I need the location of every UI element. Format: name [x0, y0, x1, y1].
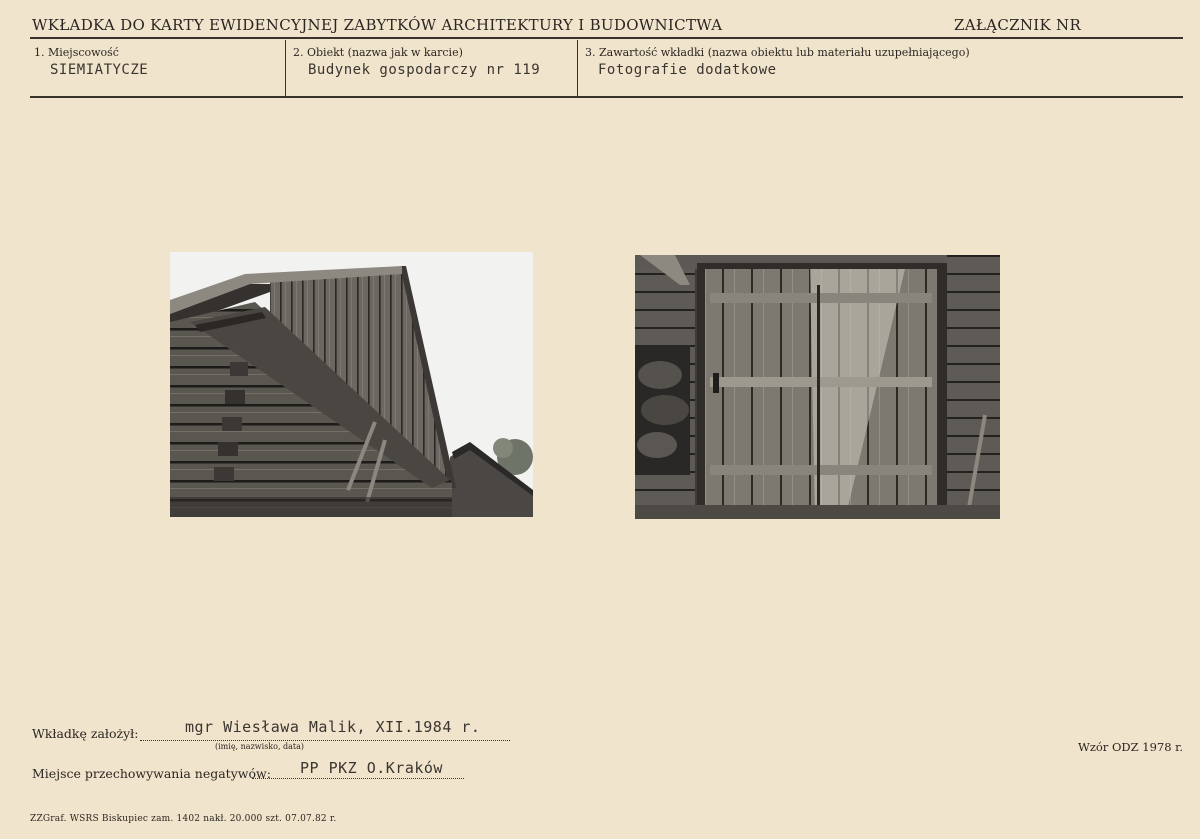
content-value: Fotografie dodatkowe: [598, 62, 777, 78]
object-label: 2. Obiekt (nazwa jak w karcie): [293, 46, 463, 59]
field-divider: [285, 40, 286, 97]
author-label: Wkładkę założył:: [32, 726, 139, 741]
form-title: WKŁADKA DO KARTY EWIDENCYJNEJ ZABYTKÓW ARCHITEKTURY I BUDOWNICTWA: [32, 16, 723, 34]
locality-value: SIEMIATYCZE: [50, 62, 149, 78]
field-divider: [577, 40, 578, 97]
storage-label: Miejsce przechowywania negatywów:: [32, 766, 271, 781]
storage-value: PP PKZ O.Kraków: [300, 759, 443, 777]
author-dotted-line: [140, 740, 510, 741]
author-value: mgr Wiesława Malik, XII.1984 r.: [185, 718, 481, 736]
locality-label: 1. Miejscowość: [34, 46, 119, 59]
printer-imprint: ZZGraf. WSRS Biskupiec zam. 1402 nakł. 20.000 szt. 07.07.82 r.: [30, 814, 337, 824]
photo-barn-door: [635, 255, 1000, 519]
content-label: 3. Zawartość wkładki (nazwa obiektu lub materiału uzupełniającego): [585, 46, 970, 59]
author-hint: (imię, nazwisko, data): [215, 742, 305, 751]
template-reference: Wzór ODZ 1978 r.: [1078, 740, 1184, 754]
fields-divider: [30, 96, 1183, 98]
header-divider: [30, 37, 1183, 39]
photo-barn-gable: [170, 252, 533, 517]
object-value: Budynek gospodarczy nr 119: [308, 62, 541, 78]
annex-number-label: ZAŁĄCZNIK NR: [954, 16, 1082, 34]
storage-dotted-line: [252, 778, 464, 779]
